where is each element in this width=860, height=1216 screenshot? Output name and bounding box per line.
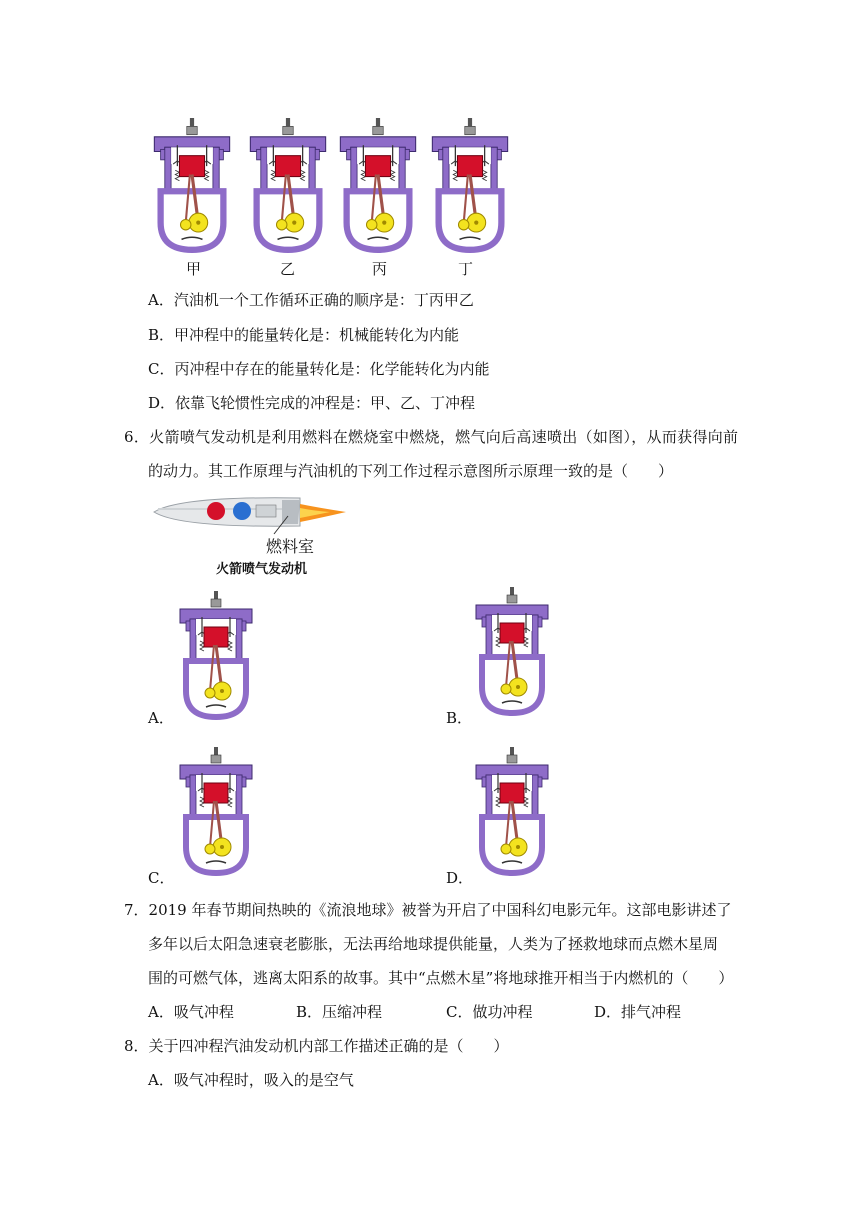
rocket-caption: 火箭喷气发动机	[216, 562, 308, 577]
q6-option-a-diagram	[176, 590, 256, 722]
rocket-figure	[150, 492, 350, 578]
label-bing: 丙	[372, 260, 388, 278]
q6-option-c-diagram	[176, 746, 256, 878]
q7-option-b: B．压缩冲程	[296, 1003, 383, 1021]
q8-stem-line1: 8．关于四冲程汽油发动机内部工作描述正确的是（ ）	[124, 1037, 509, 1055]
q6-option-b-diagram	[472, 586, 552, 718]
rocket-engine-diagram	[150, 492, 350, 536]
q5-option-b: B．甲冲程中的能量转化是：机械能转化为内能	[148, 326, 460, 344]
q6-option-d-label: D．	[446, 869, 474, 887]
q7-stem-line3: 围的可燃气体，逃离太阳系的故事。其中“点燃木星”将地球推开相当于内燃机的（ ）	[148, 969, 734, 987]
top-figure	[150, 118, 520, 278]
engine-diagram-bing	[336, 118, 420, 254]
q5-option-c: C．丙冲程中存在的能量转化是：化学能转化为内能	[148, 360, 490, 378]
q5-option-a: A．汽油机一个工作循环正确的顺序是：丁丙甲乙	[148, 291, 474, 309]
engine-diagram-jia	[150, 118, 234, 254]
label-ding: 丁	[458, 260, 474, 278]
engine-diagram-yi	[246, 118, 330, 254]
q5-option-d: D．依靠飞轮惯性完成的冲程是：甲、乙、丁冲程	[148, 394, 476, 412]
rocket-label: 燃料室	[266, 537, 315, 556]
q6-option-c-label: C．	[148, 869, 175, 887]
q7-option-a: A．吸气冲程	[148, 1003, 234, 1021]
q6-stem-line1: 6．火箭喷气发动机是利用燃料在燃烧室中燃烧，燃气向后高速喷出（如图），从而获得向前	[124, 428, 739, 446]
q7-option-c: C．做功冲程	[446, 1003, 533, 1021]
q7-option-d: D．排气冲程	[594, 1003, 682, 1021]
q7-stem-line1: 7．2019 年春节期间热映的《流浪地球》被誉为开启了中国科幻电影元年。这部电影讲述了	[124, 901, 732, 919]
q8-option-a: A．吸气冲程时，吸入的是空气	[148, 1071, 354, 1089]
q6-option-b-label: B．	[446, 709, 473, 727]
q7-stem-line2: 多年以后太阳急速衰老膨胀，无法再给地球提供能量，人类为了拯救地球而点燃木星周	[148, 935, 719, 953]
label-yi: 乙	[280, 260, 296, 278]
engine-diagram-ding	[428, 118, 512, 254]
q6-option-d-diagram	[472, 746, 552, 878]
label-jia: 甲	[186, 260, 202, 278]
q6-stem-line2: 的动力。其工作原理与汽油机的下列工作过程示意图所示原理一致的是（ ）	[148, 462, 674, 480]
q6-option-a-label: A．	[148, 709, 174, 727]
